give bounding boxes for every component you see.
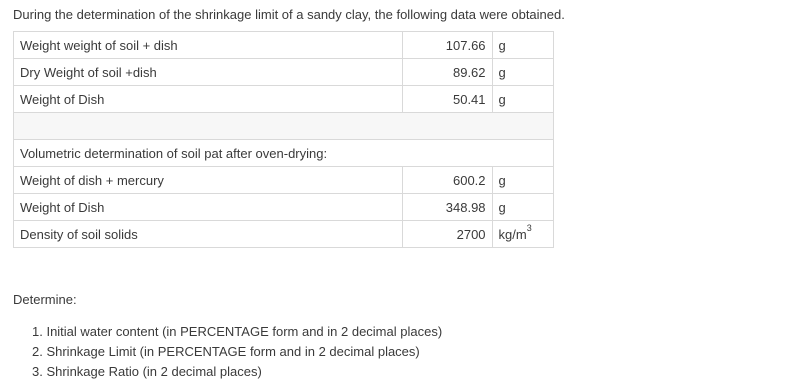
row-label: Dry Weight of soil +dish <box>14 59 403 86</box>
row-label: Weight weight of soil + dish <box>14 32 403 59</box>
determine-heading: Determine: <box>13 292 77 307</box>
row-unit: g <box>492 194 553 221</box>
table-row <box>14 221 554 248</box>
row-value: 89.62 <box>402 59 492 86</box>
blank-separator-row <box>14 113 554 140</box>
row-unit: g <box>492 32 553 59</box>
table-row <box>14 194 554 221</box>
row-value: 2700 <box>402 221 492 248</box>
table-row <box>14 167 554 194</box>
list-item: 1. Initial water content (in PERCENTAGE form and in 2 decimal places) <box>32 324 443 339</box>
list-item: 3. Shrinkage Ratio (in 2 decimal places) <box>32 364 262 379</box>
row-value: 348.98 <box>402 194 492 221</box>
section-header: Volumetric determination of soil pat after oven-drying: <box>14 140 554 167</box>
row-label: Weight of dish + mercury <box>14 167 403 194</box>
row-value: 600.2 <box>402 167 492 194</box>
row-value: 107.66 <box>402 32 492 59</box>
row-label: Density of soil solids <box>14 221 403 248</box>
unit-exponent: 3 <box>526 223 532 234</box>
blank-cell <box>14 113 554 140</box>
row-unit: g <box>492 59 553 86</box>
list-item: 2. Shrinkage Limit (in PERCENTAGE form and in 2 decimal places) <box>32 344 420 359</box>
intro-text: During the determination of the shrinkage limit of a sandy clay, the following data were obtained. <box>13 7 565 22</box>
data-table <box>13 31 554 248</box>
row-label: Weight of Dish <box>14 86 403 113</box>
row-unit: g <box>492 86 553 113</box>
task-list <box>32 322 442 382</box>
table-row <box>14 86 554 113</box>
row-label: Weight of Dish <box>14 194 403 221</box>
row-unit <box>492 221 553 248</box>
table-row <box>14 59 554 86</box>
unit-base: kg/m <box>498 226 527 242</box>
table-row <box>14 32 554 59</box>
section-header-row <box>14 140 554 167</box>
row-value: 50.41 <box>402 86 492 113</box>
row-unit: g <box>492 167 553 194</box>
